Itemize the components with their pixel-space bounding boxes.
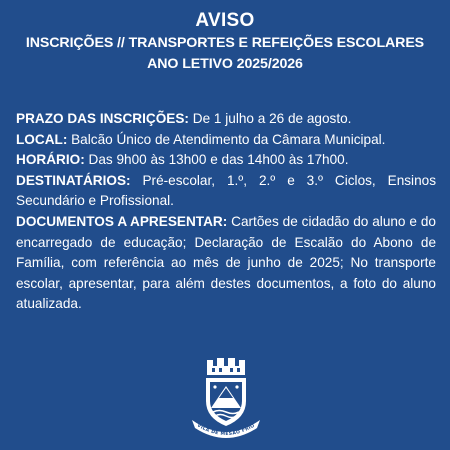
schedule-label: HORÁRIO: — [16, 152, 85, 168]
documents-line — [16, 212, 436, 315]
documents-label: DOCUMENTOS A APRESENTAR: — [16, 213, 228, 229]
location-label: LOCAL: — [16, 131, 68, 147]
deadline-line — [16, 109, 436, 130]
recipients-value: Pré-escolar, 1.º, 2.º e 3.º Ciclos, Ensinos Secundário e Profissional. — [16, 172, 436, 209]
deadline-label: PRAZO DAS INSCRIÇÕES: — [16, 111, 189, 126]
documents-value: Cartões de cidadão do aluno e do encarregado de educação; Declaração de Escalão do Abono de Família, com referência ao mês de junho de 2025; No transporte escolar, apresentar, para além destes documentos, a foto do aluno atualizada. — [16, 213, 436, 312]
mural-crown-icon — [207, 358, 245, 375]
emblem-ribbon-text: VILA DE MESÃO FRIO — [195, 423, 257, 438]
deadline-value: De 1 julho a 26 de agosto. — [188, 111, 352, 126]
recipients-label: DESTINATÁRIOS: — [16, 172, 131, 188]
schedule-value: Das 9h00 às 13h00 e das 14h00 às 17h00. — [84, 152, 349, 168]
location-line — [16, 130, 436, 151]
location-value: Balcão Único de Atendimento da Câmara Municipal. — [67, 131, 386, 147]
recipients-line — [16, 171, 436, 212]
notice-body — [16, 109, 436, 315]
schedule-line — [16, 150, 436, 171]
notice-header — [0, 9, 450, 75]
school-year: ANO LETIVO 2025/2026 — [147, 56, 303, 72]
notice-subtitle: INSCRIÇÕES // TRANSPORTES E REFEIÇÕES ESCOLARES — [25, 35, 425, 51]
notice-title: AVISO — [195, 10, 255, 31]
municipal-coat-of-arms-icon — [188, 356, 264, 438]
